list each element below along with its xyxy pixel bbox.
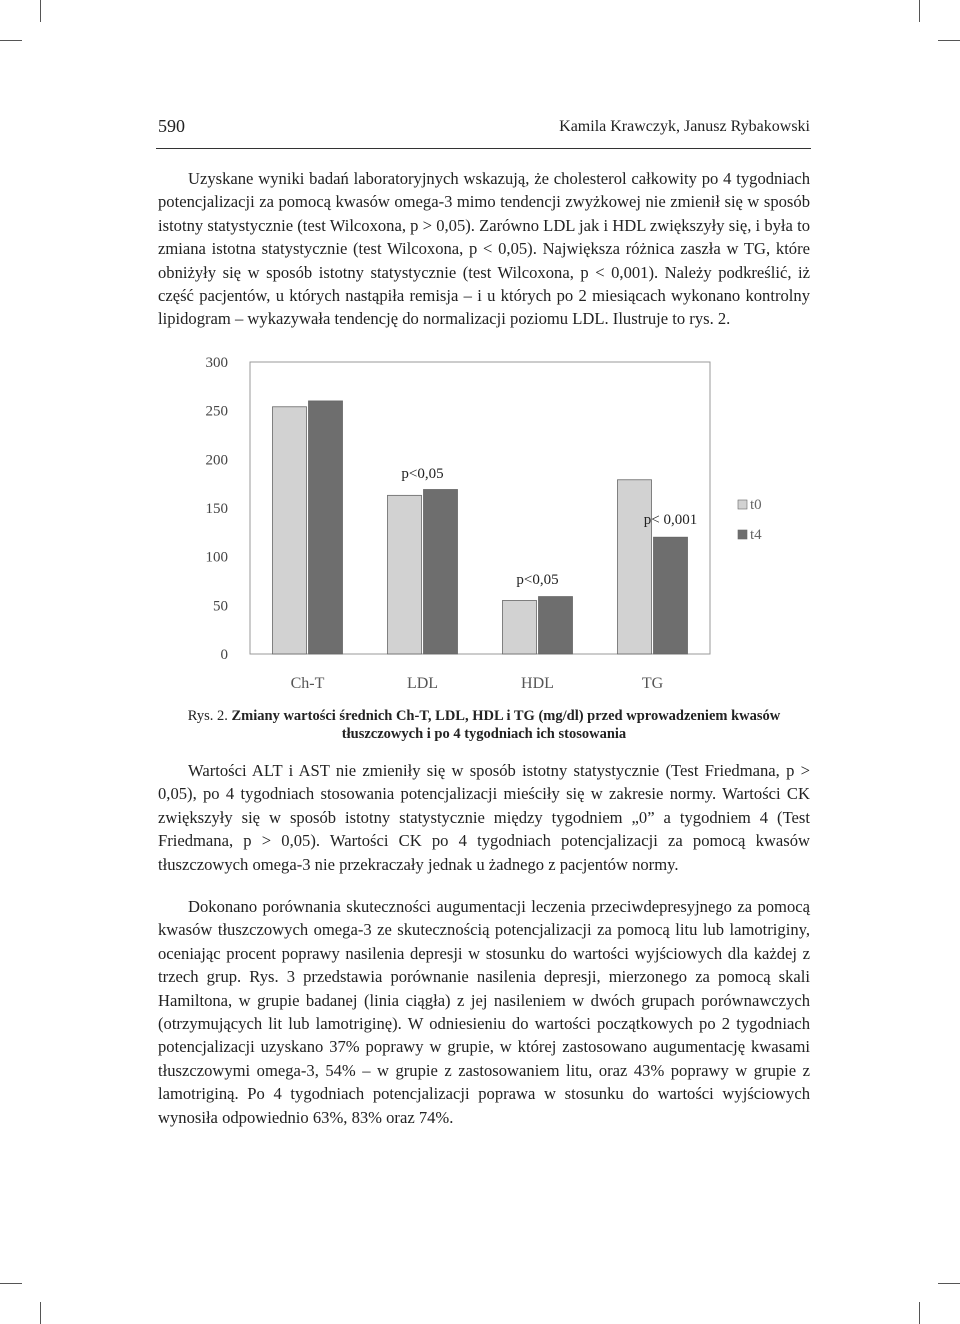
- crop-mark: [0, 40, 22, 41]
- crop-mark: [40, 0, 41, 22]
- caption-prefix: Rys. 2.: [187, 708, 228, 724]
- bar-t0-tg: [618, 480, 652, 654]
- x-tick-label: HDL: [521, 675, 554, 692]
- crop-mark: [0, 1283, 22, 1284]
- bar-t4-tg: [654, 537, 688, 654]
- crop-mark: [40, 1302, 41, 1324]
- x-tick-label: LDL: [406, 675, 439, 692]
- significance-label: p<0,05: [401, 466, 444, 482]
- bar-t4-hdl: [539, 597, 573, 654]
- lipid-bar-chart: [190, 352, 790, 697]
- y-tick-label: 250: [205, 403, 228, 420]
- running-header-authors: Kamila Krawczyk, Janusz Rybakowski: [559, 118, 810, 135]
- legend-label-t4: t4: [750, 527, 762, 543]
- bar-t4-ldl: [424, 490, 458, 654]
- legend-label-t0: t0: [750, 497, 762, 513]
- crop-mark: [938, 40, 960, 41]
- legend-swatch-t0: [738, 500, 747, 509]
- figure-caption: [158, 707, 810, 743]
- y-tick-label: 100: [205, 549, 228, 566]
- legend-swatch-t4: [738, 530, 747, 539]
- y-tick-label: 0: [220, 647, 228, 663]
- x-tick-label: Ch-T: [290, 675, 325, 692]
- caption-text: Zmiany wartości średnich Ch-T, LDL, HDL i TG (mg/dl) przed wprowadzeniem kwasów tłuszczowych i po 4 tygodniach ich stosowania: [231, 708, 781, 742]
- crop-mark: [938, 1283, 960, 1284]
- significance-label: p<0,05: [516, 572, 559, 588]
- crop-mark: [919, 1302, 920, 1324]
- page-number: 590: [158, 116, 185, 136]
- bar-t4-ch-t: [309, 401, 343, 654]
- y-tick-label: 300: [205, 355, 228, 371]
- header-rule: [156, 148, 811, 149]
- y-tick-label: 200: [205, 452, 228, 469]
- paragraph-comparison: Dokonano porównania skuteczności augumentacji leczenia przeciwdepresyjnego za pomocą kwasów tłuszczowych omega-3 ze skutecznością potencjalizacji za pomocą litu lub lamotriginy, oceniając procent poprawy nasilenia depresji w stosunku do wartości wyjściowych dla każdej z trzech grup. Rys. 3 przedstawia porównanie nasilenia depresji, mierzonego za pomocą skali Hamiltona, w grupie badanej (linia ciągła) z jej nasileniem w dwóch grupach porównawczych (otrzymujących lit lub lamotriginę). W odniesieniu do wartości początkowych po 2 tygodniach potencjalizacji uzyskano 37% poprawy w grupie, w której zastosowano augumentację kwasami tłuszczowymi omega-3, 54% – w grupie z zastosowaniem litu, oraz 43% poprawy w grupie z lamotriginą. Po 4 tygodniach potencjalizacji poprawa w stosunku do wartości wyjściowych wynosiła odpowiednio 63%, 83% oraz 74%.: [158, 897, 810, 1127]
- bar-t0-hdl: [503, 600, 537, 654]
- x-tick-label: TG: [641, 675, 664, 692]
- crop-mark: [919, 0, 920, 22]
- paragraph-liver-enzymes: Wartości ALT i AST nie zmieniły się w sposób istotny statystycznie (Test Friedmana, p > 0,05), po 4 tygodniach stosowania potencjalizacji mieściły się w zakresie normy. Wartości CK zwiększyły się w sposób istotny statystycznie między tygodniem „0” a tygodniem 4 (Test Friedmana, p > 0,05). Wartości CK po 4 tygodniach potencjalizacji za pomocą kwasów tłuszczowych omega-3 nie przekraczały jednak u żadnego z pacjentów normy.: [158, 761, 810, 874]
- paragraph-lipid-results: Uzyskane wyniki badań laboratoryjnych wskazują, że cholesterol całkowity po 4 tygodniach potencjalizacji za pomocą kwasów omega-3 mimo tendencji zwyżkowej nie zmienił się w sposób istotny statystycznie (test Wilcoxona, p > 0,05). Zarówno LDL jak i HDL zwiększyły się, i była to zmiana istotna statystycznie (test Wilcoxona, p < 0,05). Największa różnica zaszła w TG, które obniżyły się w sposób istotny statystycznie (test Wilcoxona, p < 0,001). Należy podkreślić, iż część pacjentów, u których nastąpiła remisja – i u których po 2 miesiącach wykonano kontrolny lipidogram – wykazywała tendencję do normalizacji poziomu LDL. Ilustruje to rys. 2.: [158, 169, 810, 329]
- y-tick-label: 50: [213, 598, 228, 615]
- significance-label: p< 0,001: [643, 512, 698, 528]
- bar-t0-ldl: [388, 495, 422, 654]
- y-tick-label: 150: [205, 501, 228, 517]
- bar-t0-ch-t: [273, 407, 307, 654]
